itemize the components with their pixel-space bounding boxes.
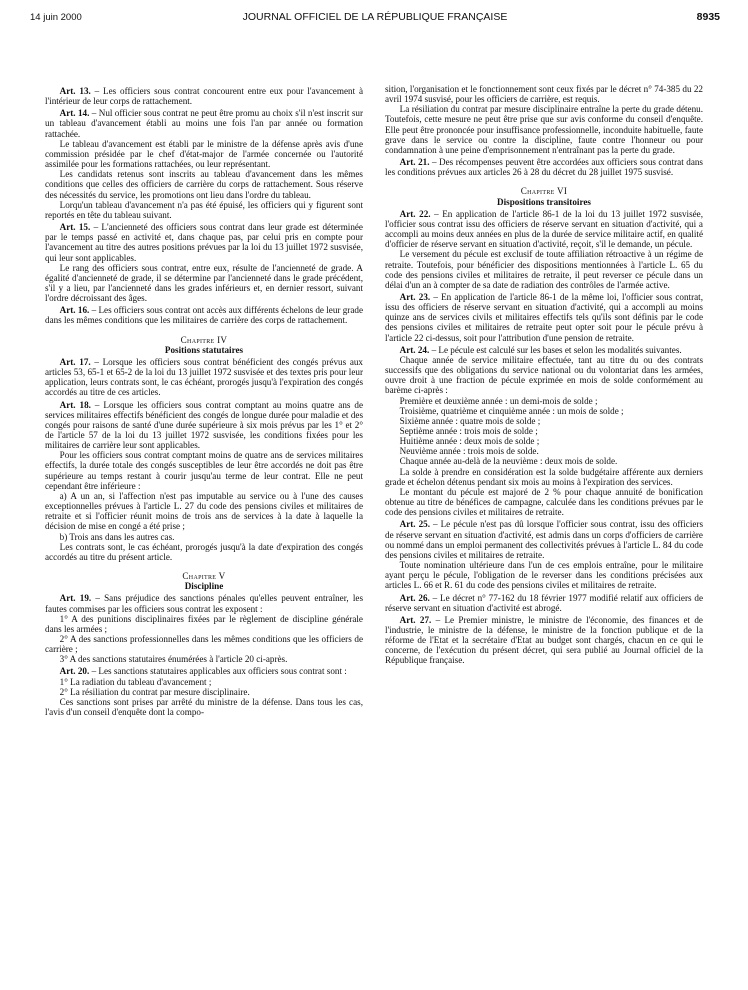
paragraph-text: – Nul officier sous contrat ne peut être promu au choix s'il n'est inscrit sur un tableau d'avancement établi au moins une fois l'an par année ou formation rattachée. (45, 108, 363, 139)
paragraph-text: Ces sanctions sont prises par arrêté du ministre de la défense. Dans tous les cas, l'avis d'un conseil d'enquête dont la compo- (45, 696, 363, 718)
chapter-title: Dispositions transitoires (497, 196, 591, 207)
page-header (30, 10, 720, 26)
paragraph (385, 456, 703, 466)
paragraph-text: – Les officiers sous contrat ont accès aux différents échelons de leur grade dans les mêmes conditions que les militaires de carrière des corps de rattachement. (45, 305, 364, 326)
paragraph (45, 634, 363, 654)
paragraph-text: Le rang des officiers sous contrat, entre eux, résulte de l'ancienneté de grade. A égalité d'ancienneté de grade, il se détermine par l'ancienneté dans le grade précédent, s'il y a lieu, par l'ancienneté dans les grades inférieurs et, en dernier ressort, suivant l'ordre décroissant des âges. (45, 262, 363, 304)
header-title: JOURNAL OFFICIEL DE LA RÉPUBLIQUE FRANÇAISE (242, 11, 508, 23)
paragraph (45, 139, 363, 169)
paragraph (385, 560, 703, 590)
paragraph-text: Les candidats retenus sont inscrits au tableau d'avancement dans les mêmes conditions que celles des officiers de carrière du corps de rattachement. Sous réserve des nécessités du service, les promotions ont lieu dans l'ordre du tableau. (45, 169, 363, 200)
paragraph-text: – Le décret n° 77-162 du 18 février 1977 modifié relatif aux officiers de réserve servant en situation d'activité est abrogé. (385, 592, 703, 613)
paragraph (385, 416, 703, 426)
paragraph-text: – Des récompenses peuvent être accordées aux officiers sous contrat dans les conditions prévues aux articles 26 à 28 du décret du 28 juillet 1975 susvisé. (385, 157, 703, 178)
article-paragraph (45, 108, 363, 138)
paragraph-text: Chaque année au-delà de la neuvième : deux mois de solde. (399, 456, 618, 467)
paragraph-text: Pour les officiers sous contrat comptant moins de quatre ans de services militaires effectifs, la durée totale des congés susceptibles de leur être accordés ne doit pas être supérieure au temps restant à courir jusqu'au terme de leur contrat. Elle ne peut cependant être inférieure : (45, 450, 363, 491)
article-number: Art. 24. (399, 344, 430, 355)
paragraph (385, 487, 703, 517)
chapter-title: Discipline (184, 581, 224, 592)
article-paragraph (385, 615, 703, 666)
paragraph-text: 1° La radiation du tableau d'avancement ; (59, 676, 212, 687)
article-number: Art. 26. (399, 592, 430, 603)
paragraph-text: b) Trois ans dans les autres cas. (59, 531, 175, 542)
paragraph-text: Neuvième année : trois mois de solde. (399, 446, 539, 457)
paragraph (45, 491, 363, 532)
article-number: Art. 14. (59, 108, 90, 119)
paragraph (385, 436, 703, 446)
article-paragraph (385, 345, 703, 355)
article-paragraph (385, 593, 703, 613)
paragraph-text: – En application de l'article 86-1 de la loi du 13 juillet 1972 susvisée, l'officier sous contrat issu des officiers de réserve servant en situation d'activité, qui a accompli au moins deux années en plus de la durée de service militaire actif, en qualité d'officier de réserve servant en situation d'activité, reçoit, s'il le demande, un pécule. (385, 208, 703, 250)
article-number: Art. 15. (59, 222, 91, 233)
article-paragraph (45, 593, 363, 613)
article-paragraph (45, 305, 363, 325)
article-number: Art. 21. (399, 157, 430, 168)
paragraph-text: Les contrats sont, le cas échéant, prorogés jusqu'à la date d'expiration des congés accordés au titre du présent article. (45, 541, 363, 562)
paragraph-text: – L'ancienneté des officiers sous contrat dans leur grade est déterminée par le temps passé en activité et, dans chaque pas, par celui pris en compte pour l'avancement au titre des autres positions prévues par la loi du 13 juillet 1972 susvisée, qui leur sont applicables. (45, 222, 363, 263)
chapter-heading: Chapitre VI (520, 186, 568, 197)
paragraph-text: – Sans préjudice des sanctions pénales qu'elles peuvent entraîner, les fautes commises par les officiers sous contrat les exposent : (45, 593, 363, 614)
paragraph-text: La solde à prendre en considération est la solde budgétaire afférente aux derniers grade et échelon détenus pendant six mois au moins à l'expiration des services. (385, 466, 703, 487)
paragraph-text: 3° A des sanctions statutaires énumérées à l'article 20 ci-après. (59, 654, 288, 665)
paragraph-text: Le montant du pécule est majoré de 2 % pour chaque annuité de bonification obtenue au titre de bénéfices de campagne, calculée dans les conditions prévues par le code des pensions civiles et militaires de retraite. (385, 486, 703, 518)
paragraph (385, 84, 703, 104)
paragraph-text: 2° La résiliation du contrat par mesure disciplinaire. (59, 686, 250, 697)
chapter-heading: Chapitre V (182, 571, 226, 582)
paragraph-text: Troisième, quatrième et cinquième année : un mois de solde ; (399, 405, 624, 416)
paragraph (385, 406, 703, 416)
paragraph-text: Le versement du pécule est exclusif de toute affiliation rétroactive à un régime de retraite. Toutefois, pour bénéficier des dispositions mentionnées à l'article L. 65 du code des pensions civiles et militaires de retraite, il peut reverser ce pécule dans un délai d'un an à compter de sa date de radiation des contrôles de l'armée active. (385, 249, 703, 290)
article-number: Art. 27. (399, 614, 432, 625)
chapter-title: Positions statutaires (164, 344, 244, 355)
paragraph-text: sition, l'organisation et le fonctionnement sont ceux fixés par le décret n° 74-385 du 22 avril 1974 susvisé, pour les officiers de carrière, est requis. (385, 84, 703, 105)
paragraph-text: Le tableau d'avancement est établi par le ministre de la défense après avis d'une commission présidée par le chef d'état-major de l'armée concernée ou l'autorité assimilée pour les formations rattachées, ou leur représentant. (45, 138, 363, 170)
paragraph-text: Chaque année de service militaire effectuée, tant au titre du ou des contrats successifs que des obligations du service national ou du volontariat dans les armées, ouvre droit à une fraction de pécule exprimée en mois de solde conformément au barème ci-après : (385, 354, 703, 396)
right-column (385, 84, 703, 666)
paragraph (45, 677, 363, 687)
article-paragraph (45, 222, 363, 263)
paragraph-text: – Le pécule n'est pas dû lorsque l'officier sous contrat, issu des officiers de réserve servant en situation d'activité, est admis dans un corps d'officiers de carrière ou nommé dans un emploi permanent des collectivités prévues à l'article L. 84 du code des pensions civiles et militaires de retraite. (385, 519, 704, 560)
article-paragraph (45, 86, 363, 106)
paragraph (45, 450, 363, 491)
paragraph-text: Première et deuxième année : un demi-mois de solde ; (399, 395, 598, 406)
paragraph-text: La résiliation du contrat par mesure disciplinaire entraîne la perte du grade détenu. Toutefois, cette mesure ne peut être prise que sur avis conforme du conseil d'enquête. Elle peut être prononcée pour insuffisance professionnelle, inconduite habituelle, faute grave dans le service ou contre la discipline, faute contre l'honneur ou pour condamnation à une peine d'emprisonnement n'entraînant pas la perte du grade. (385, 104, 703, 155)
paragraph (385, 104, 703, 155)
paragraph-text: – Les officiers sous contrat concourent entre eux pour l'avancement à l'intérieur de leur corps de rattachement. (45, 86, 363, 107)
article-number: Art. 16. (59, 305, 90, 316)
paragraph-text: 1° A des punitions disciplinaires fixées par le règlement de discipline générale dans les armées ; (45, 613, 363, 634)
paragraph (45, 542, 363, 562)
paragraph (385, 396, 703, 406)
paragraph-text: Lorqu'un tableau d'avancement n'a pas été épuisé, les officiers qui y figurent sont reportés en tête du tableau suivant. (45, 199, 363, 220)
article-number: Art. 17. (59, 356, 91, 367)
paragraph (45, 614, 363, 634)
paragraph-text: Septième année : trois mois de solde ; (399, 426, 538, 436)
article-paragraph (45, 357, 363, 398)
article-number: Art. 25. (399, 519, 431, 530)
article-paragraph (385, 292, 703, 343)
paragraph (385, 446, 703, 456)
paragraph-text: Huitième année : deux mois de solde ; (399, 436, 540, 447)
article-number: Art. 22. (399, 208, 431, 219)
paragraph-text: 2° A des sanctions professionnelles dans les mêmes conditions que les officiers de carrière ; (45, 633, 363, 655)
left-column (45, 84, 363, 717)
paragraph-text: – Lorsque les officiers sous contrat bénéficient des congés prévus aux articles 53, 65-1 et 65-2 de la loi du 13 juillet 1972 susvisée et des textes pris pour leur application, leurs contrats sont, le cas échéant, prorogés jusqu'à l'expiration des congés accordés au titre de ces articles. (45, 356, 363, 398)
article-paragraph (45, 400, 363, 451)
article-number: Art. 20. (59, 666, 90, 677)
paragraph (45, 697, 363, 717)
paragraph (385, 426, 703, 436)
article-number: Art. 19. (59, 593, 92, 604)
paragraph-text: – Lorsque les officiers sous contrat comptant au moins quatre ans de services militaires effectifs bénéficient des congés de longue durée pour maladie et des congés pour raisons de santé d'une durée supérieure à six mois prévus par les 1° et 2° de l'article 57 de la loi du 13 juillet 1972 susvisée, les conditions fixées pour les militaires de carrière leur sont applicables. (45, 399, 363, 451)
paragraph (45, 200, 363, 220)
paragraph (45, 654, 363, 664)
article-paragraph (385, 157, 703, 177)
paragraph-text: – Le Premier ministre, le ministre de l'économie, des finances et de l'industrie, le ministre de la défense, le ministre de la fonction publique et de la réforme de l'Etat et la secrétaire d'Etat au budget sont chargés, chacun en ce qui le concerne, de l'exécution du présent décret, qui sera publié au Journal officiel de la République française. (385, 614, 703, 666)
article-number: Art. 23. (399, 291, 431, 302)
paragraph (385, 249, 703, 290)
paragraph-text: Sixième année : quatre mois de solde ; (399, 415, 541, 426)
paragraph-text: Toute nomination ultérieure dans l'un de ces emplois entraîne, pour le militaire ayant perçu le pécule, l'obligation de le reverser dans les conditions précisées aux articles L. 66 et R. 61 du code des pensions civiles et militaires de retraite. (385, 560, 703, 591)
article-paragraph (385, 519, 703, 560)
article-number: Art. 18. (59, 399, 91, 410)
paragraph (385, 355, 703, 396)
header-date: 14 juin 2000 (30, 12, 82, 23)
article-paragraph (385, 209, 703, 250)
paragraph (385, 467, 703, 487)
article-paragraph (45, 666, 363, 676)
paragraph-text: – Le pécule est calculé sur les bases et selon les modalités suivantes. (429, 344, 682, 355)
paragraph (45, 169, 363, 199)
chapter-heading: Chapitre IV (180, 334, 228, 345)
paragraph-text: – Les sanctions statutaires applicables aux officiers sous contrat sont : (89, 666, 347, 677)
paragraph (45, 532, 363, 542)
paragraph (45, 687, 363, 697)
paragraph-text: – En application de l'article 86-1 de la même loi, l'officier sous contrat, issu des officiers de réserve servant en situation d'activité, qui a accompli au moins quinze ans de services civils et militaires effectifs tels qu'ils sont définis par le code des pensions civiles et militaires de retraite peut opter soit pour le pécule prévu à l'article 22 ci-dessus, soit pour l'attribution d'une pension de retraite. (385, 291, 704, 343)
article-number: Art. 13. (59, 86, 91, 96)
paragraph-text: a) A un an, si l'affection n'est pas imputable au service ou à l'une des causes exceptionnelles prévues à l'article L. 27 du code des pensions civiles et militaires de retraite et si l'officier réunit moins de trois ans de services à la date à laquelle la décision de mise en congé a été prise ; (45, 490, 363, 532)
paragraph (45, 263, 363, 304)
header-page-number: 8935 (696, 11, 720, 23)
